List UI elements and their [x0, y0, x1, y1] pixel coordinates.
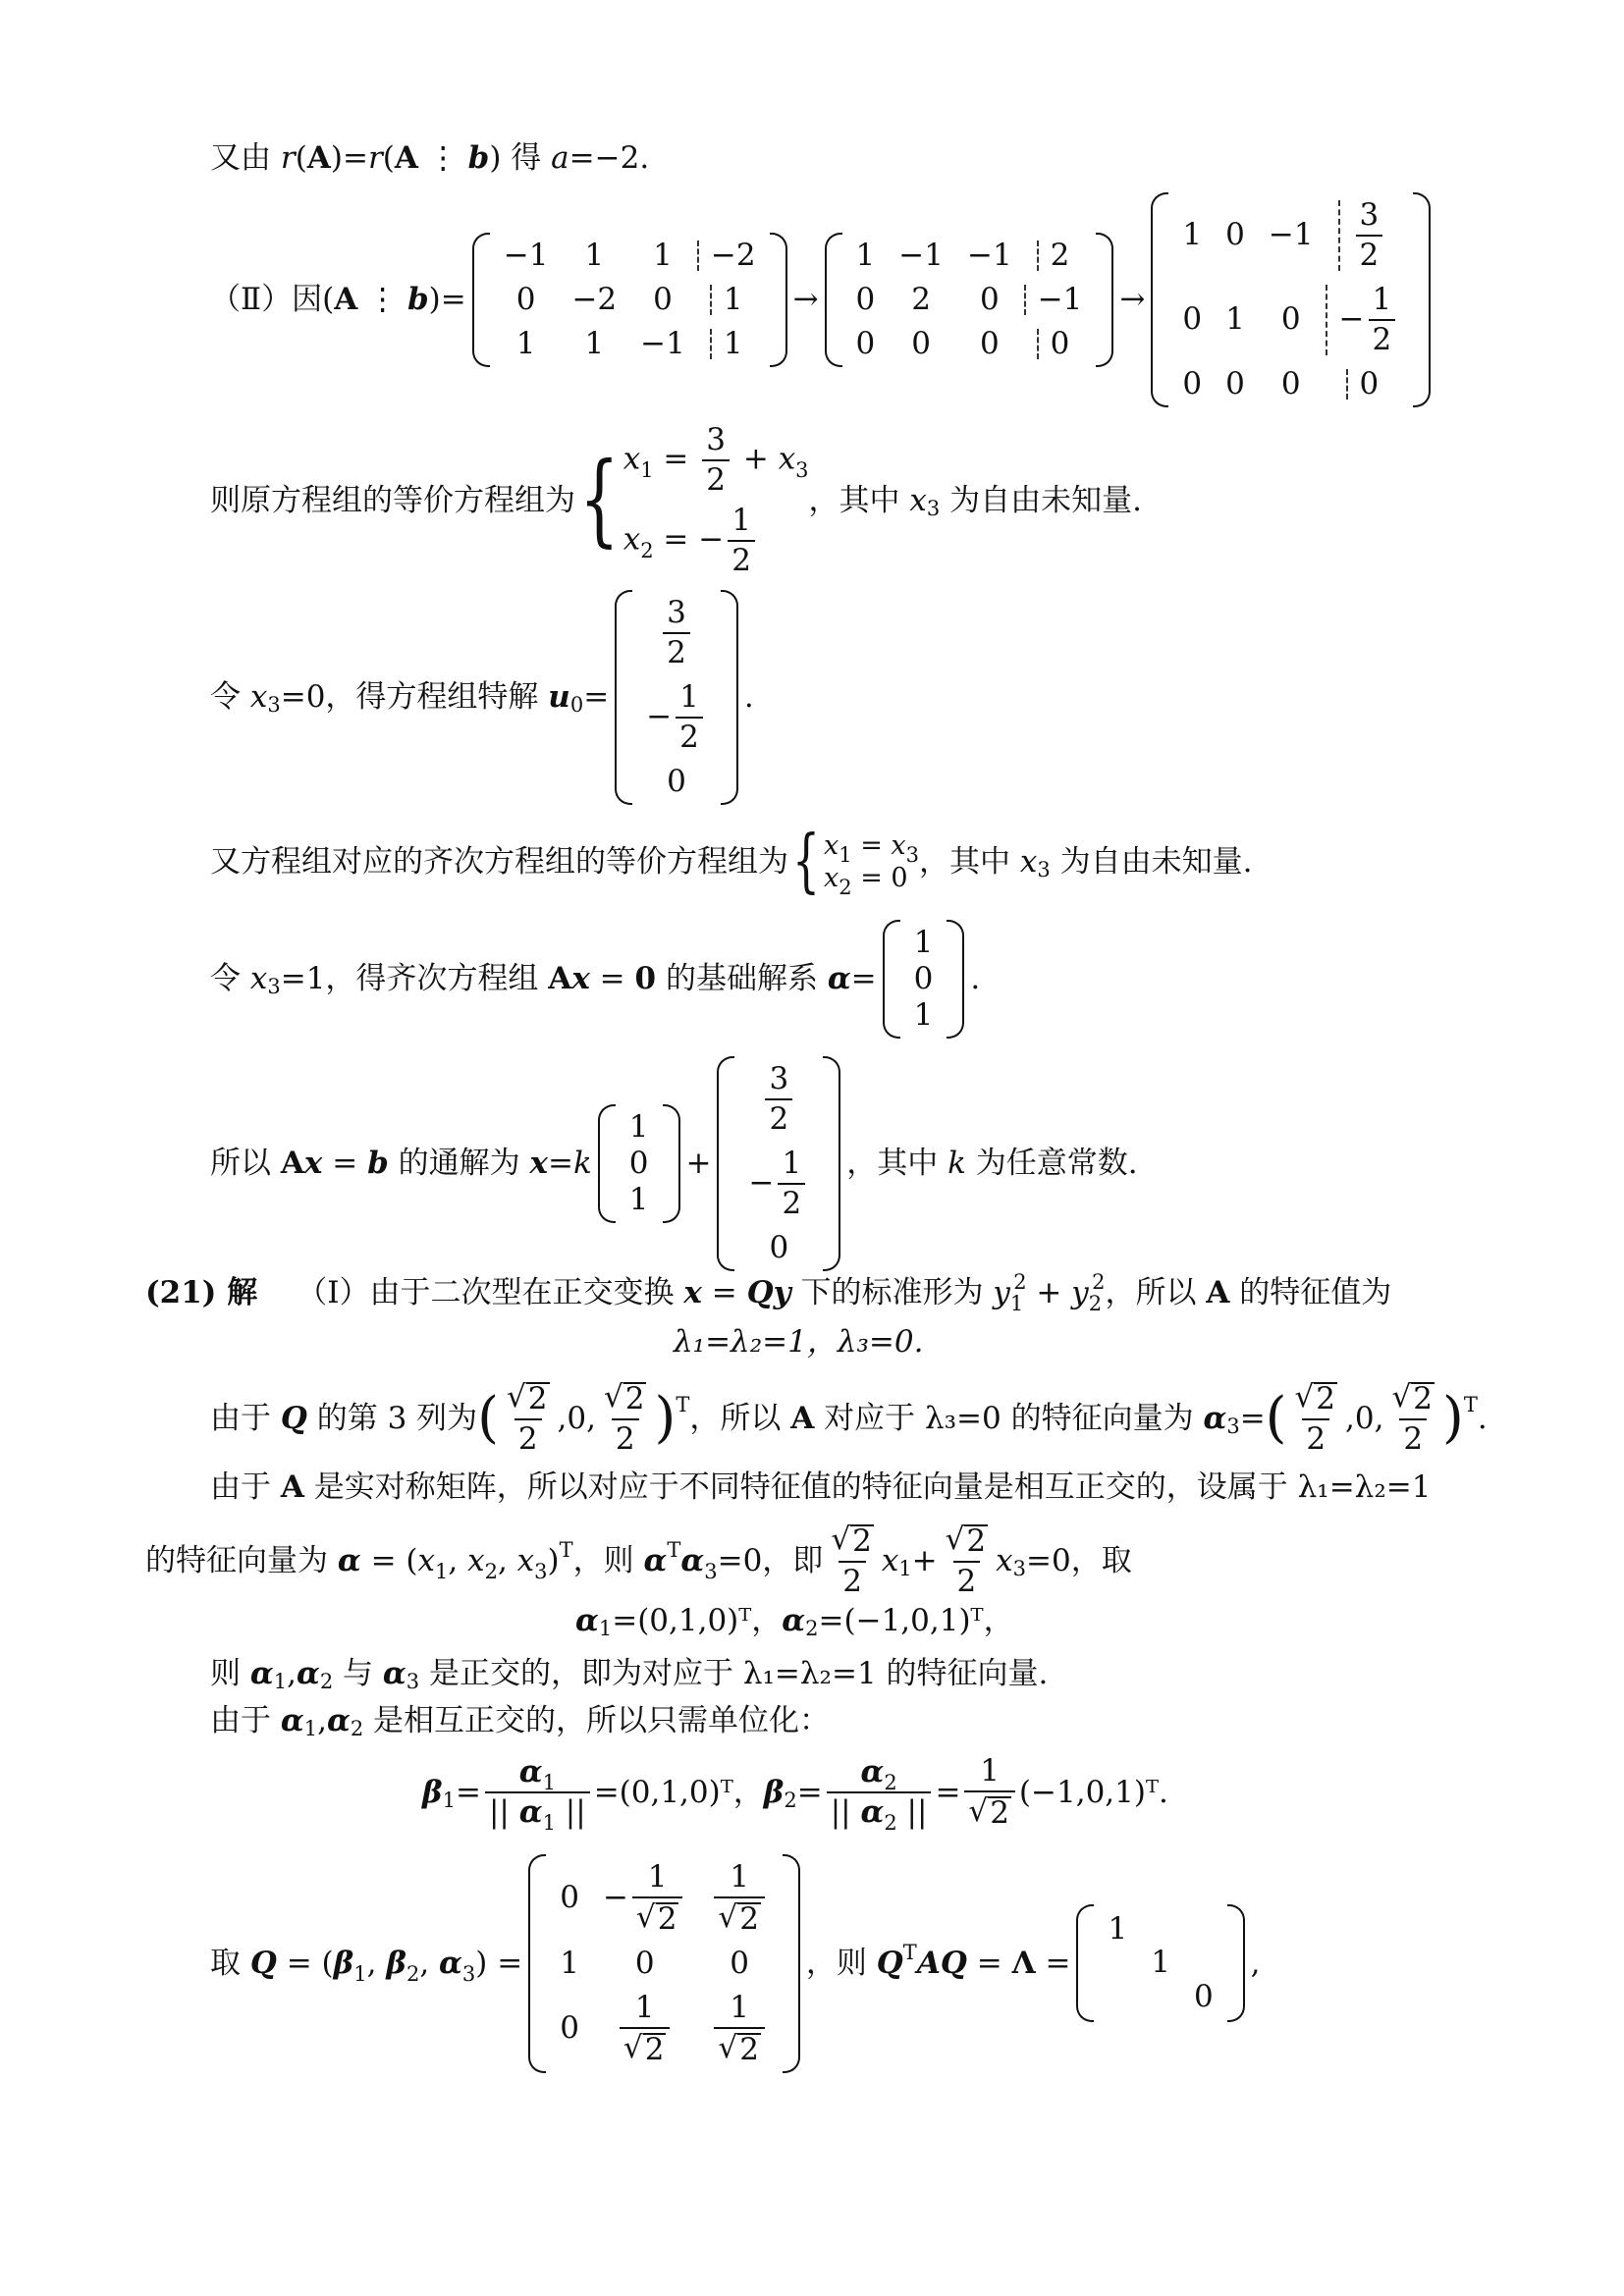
matrix-3: 1 0 −1 $\frac{3}{2}$ 0 1 0 − $\frac{1}{2}$ 0 0 0 0 [1151, 192, 1431, 407]
final-matrix-line: 取 $Q = (\beta_1$, $\beta_2$, $\alpha_3$) = 0 − 1 √ 2 1 √ 2 1 0 0 0 1 √ 2 1 √ 2 ，则 $Q^TAQ = \Lambda$ = 1 1 0 , [210, 1845, 1261, 2081]
line-1: 又由 r(A)=r(A ⋮ b) 得 a =−2. [210, 140, 650, 176]
rank-expr: r(A)=r(A ⋮ b) [280, 140, 502, 176]
third-column-line: 由于 Q 的第 3 列为 ( √ 2 2 ,0, √ 2 2 ) T ，所以 A 对应于 λ₃=0 的特征向量为 α 3 = ( √ 2 2 ,0, √ 2 2 ) T . [210, 1379, 1488, 1457]
eigenvector-condition: 的特征向量为 $\alpha = (x_1$, $x_2$, $x_3)^T$ ，则 $\alpha^T\alpha_3$ =0，即 √ 2 2 x 1 + √ 2 2 x 3 =0，取 [145, 1522, 1132, 1599]
matrix-Lambda: 1 1 0 [1076, 1904, 1244, 2022]
matrix-2: 1 −1 −1 2 0 2 0 −1 0 0 0 0 [825, 233, 1114, 367]
general-solution: 所以 Ax = b 的通解为 x = k 1 0 1 + $\frac{3}{2}$ − $\frac{1}{2}$ 0 ，其中 k 为任意常数. [210, 1055, 1138, 1271]
alpha-vectors: α 1 =(0,1,0)ᵀ， α 2 =(−1,0,1)ᵀ， [575, 1603, 1014, 1640]
arrow-icon: → [792, 281, 819, 317]
homogeneous-system: 又方程组对应的齐次方程组的等价方程组为 { $x_1 = x_3$ $x_2 = 0$ ，其中 x 3 为自由未知量. [210, 821, 1253, 901]
matrix-Q: 0 − 1 √ 2 1 √ 2 1 0 0 0 1 √ 2 1 √ 2 [528, 1854, 800, 2073]
matrix-1: −1 1 1 −2 0 −2 0 1 1 1 −1 1 [472, 233, 787, 367]
particular-solution: 令 x 3 =0，得方程组特解 u 0 = $\frac{3}{2}$ − $\frac{1}{2}$ 0 . [210, 589, 754, 805]
normalize-statement: 由于 α 1 , α 2 是相互正交的，所以只需单位化： [210, 1703, 831, 1740]
problem-21-intro: (21) 解 （Ⅰ）由于二次型在正交变换 x = Qy 下的标准形为 $y_1^2 + y_2^2$ ，所以 A 的特征值为 [145, 1270, 1392, 1315]
basis-solution: 令 x 3 =1，得齐次方程组 Ax = 0 的基础解系 α = 1 0 1 . [210, 913, 980, 1045]
orthogonality-line: 由于 A 是实对称矩阵，所以对应于不同特征值的特征向量是相互正交的，设属于 λ₁=λ₂=1 [210, 1469, 1432, 1505]
equivalent-system: 则原方程组的等价方程组为 { $x_1$ = $\frac{3}{2}$ + $x_3$ $x_2$ = − $\frac{1}{2}$ ，其中 x 3 为自由未知量. [210, 422, 1142, 578]
eigenvalues: λ₁=λ₂=1，λ₃=0. [674, 1324, 924, 1360]
orthogonal-statement: 则 α 1 , α 2 与 α 3 是正交的，即为对应于 λ₁=λ₂=1 的特征向量. [210, 1656, 1049, 1693]
unit-vectors: β 1 = $\frac{\alpha_1}{|| \alpha_1 ||}$ =(0,1,0)ᵀ， β 2 = $\frac{\alpha_2}{|| \alpha_2 ||}$ = 1 √ 2 (−1,0,1)ᵀ. [422, 1753, 1168, 1835]
augmented-matrix-reduction: （Ⅱ）因 (A ⋮ b) = −1 1 1 −2 0 −2 0 1 1 1 −1 1 → 1 −1 −1 2 0 2 0 −1 0 0 0 0 → 1 0 −1 $\frac{3}{2}$ 0 1 0 − $\frac{1}{2}$ 0 0 0 0 [210, 196, 1436, 402]
arrow-icon: → [1119, 281, 1146, 317]
